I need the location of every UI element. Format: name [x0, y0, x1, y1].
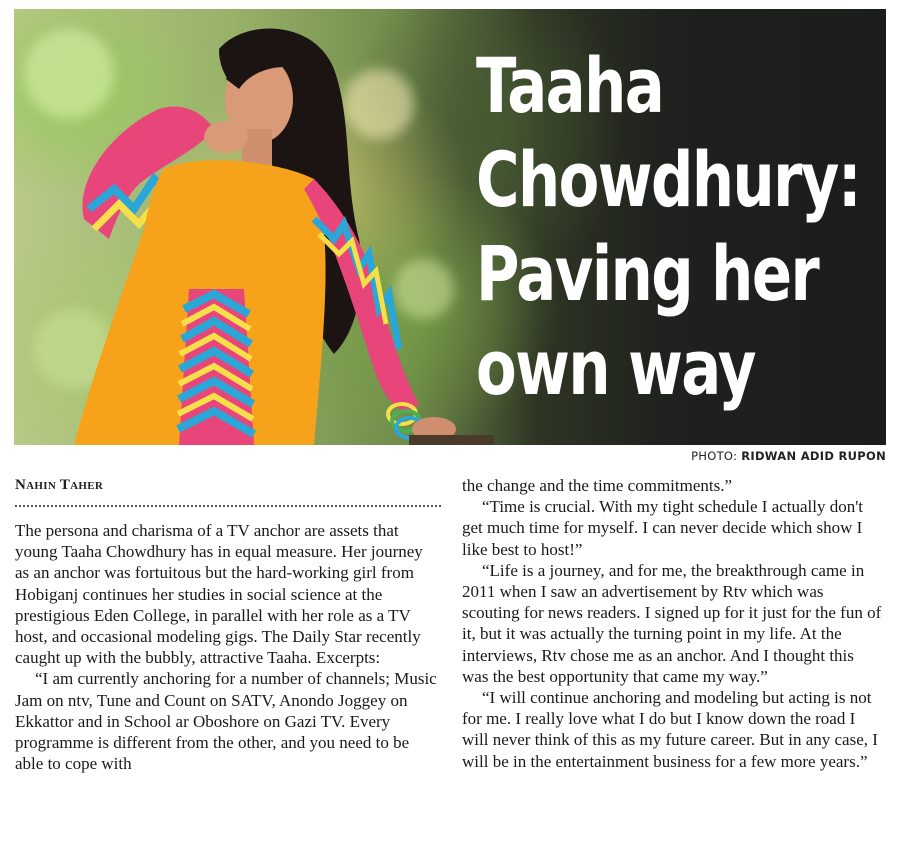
photo-credit-name: RIDWAN ADID RUPON — [741, 449, 886, 463]
headline-line: Chowdhury: — [476, 135, 861, 224]
article-paragraph: “I will continue anchoring and modeling but acting is not for me. I really love what I do but I know down the road I will never think of this as my future career. But in any case, I will be in the entertainment business for a few more years.” — [462, 688, 878, 771]
woman-portrait-illustration — [14, 9, 494, 445]
headline-line: Taaha — [476, 41, 664, 130]
photo-credit — [691, 449, 886, 463]
article-paragraph: “Life is a journey, and for me, the breakthrough came in 2011 when I saw an advertisement by Rtv which was scouting for news readers. I signed up for it just for the fun of it, but it was actually the turning point in my life. At the interviews, Rtv chose me as an anchor. And I thought this was the best opportunity that came my way.” — [462, 560, 882, 686]
byline: Nahin Taher — [15, 477, 104, 493]
article-paragraph: “Time is crucial. With my tight schedule I actually don't get much time for myself. I can never decide which show I like best to host!” — [462, 497, 864, 559]
headline-line: own way — [476, 323, 755, 412]
photo-credit-prefix: PHOTO: — [691, 449, 738, 463]
article-paragraph: “I am currently anchoring for a number of channels; Music Jam on ntv, Tune and Count on SATV, Anondo Joggey on Ekkattor and in School ar Oboshore on Gazi TV. Every programme is different from the other, and you need to be able to cope with — [15, 669, 437, 774]
headline — [476, 39, 861, 415]
article-paragraph: the change and the time commitments.” — [462, 476, 733, 495]
article-paragraph: The persona and charisma of a TV anchor are assets that young Taaha Chowdhury has in equal measure. Her journey as an anchor was fortuitous but the hard-working girl from Hobiganj continues her studies in social science at the prestigious Eden College, in parallel with her role as a TV host, and occasional modeling gigs. The Daily Star recently caught up with the bubbly, attractive Taaha. Excerpts: — [15, 521, 423, 668]
headline-line: Paving her — [476, 229, 819, 318]
hero-photo — [14, 9, 886, 445]
dotted-divider — [15, 505, 441, 507]
article-column-left — [15, 520, 441, 774]
article-column-right — [462, 475, 884, 772]
